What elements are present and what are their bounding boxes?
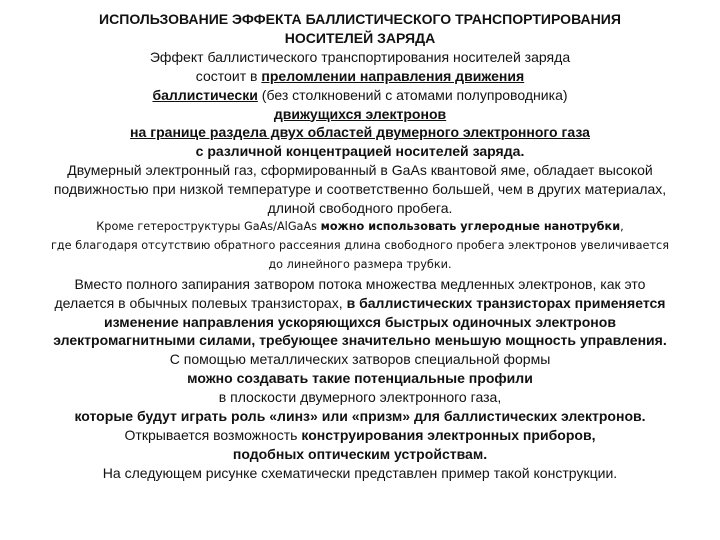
refraction-emphasis: преломлении направления движения [261, 67, 525, 84]
optics-line-3: На следующем рисунке схематически представлен пример такой конструкции. [102, 464, 618, 481]
intro-line-2-text: состоит в [195, 67, 262, 84]
intro-line-1: Эффект баллистического транспортирования носителей заряда [149, 48, 571, 65]
intro-line-3-text: (без столкновений с атомами полупроводника) [257, 86, 568, 103]
slide-title-line-2: НОСИТЕЛЕЙ ЗАРЯДА [284, 29, 436, 46]
transistor-line-4: электромагнитными силами, требующее значительно меньшую мощность управления. [53, 332, 667, 349]
optics-line-2: подобных оптическим устройствам. [232, 445, 488, 462]
transistor-line-3: изменение направления ускоряющихся быстрых одиночных электронов [104, 313, 616, 330]
slide-title-line-1: ИСПОЛЬЗОВАНИЕ ЭФФЕКТА БАЛЛИСТИЧЕСКОГО ТРАНСПОРТИРОВАНИЯ [99, 11, 621, 27]
transistor-line-2 [0, 294, 720, 313]
slide-content [0, 10, 720, 483]
gates-line-3: в плоскости двумерного электронного газа, [218, 389, 502, 406]
nanotubes-line-2: где благодаря отсутствию обратного рассеяния длина свободного пробега электронов увеличивается [50, 238, 670, 252]
intro-line-3 [0, 86, 720, 105]
optics-line-1-text: Открывается возможность [124, 426, 302, 443]
gas-line-3: длиной свободного пробега. [267, 200, 453, 217]
intro-line-4: движущихся электронов [273, 105, 447, 122]
transistor-line-1: Вместо полного запирания затвором потока множества медленных электронов, как это [74, 275, 646, 292]
nanotubes-emphasis: можно использовать углеродные нанотрубки [320, 219, 621, 233]
gates-line-2: можно создавать такие потенциальные профили [187, 370, 533, 387]
nanotubes-line-1 [0, 218, 720, 237]
gates-line-1: С помощью металлических затворов специальной формы [169, 351, 551, 368]
gas-line-1: Двумерный электронный газ, сформированный в GaAs квантовой яме, обладает высокой [67, 162, 653, 179]
transistor-line-2-text: делается в обычных полевых транзисторах, [54, 294, 347, 311]
transistor-emphasis: в баллистических транзисторах применяется [346, 294, 666, 311]
intro-line-5: на границе раздела двух областей двумерного электронного газа [130, 124, 590, 141]
nanotubes-line-3: до линейного размера трубки. [268, 257, 452, 271]
nanotubes-line-1-comma: , [620, 219, 624, 233]
optics-line-1 [0, 426, 720, 445]
nanotubes-line-1-text: Кроме гетероструктуры GaAs/AlGaAs [96, 219, 321, 233]
optics-emphasis: конструирования электронных приборов, [301, 426, 596, 443]
intro-line-2 [0, 67, 720, 86]
gates-line-4: которые будут играть роль «линз» или «призм» для баллистических электронов. [74, 408, 646, 425]
ballistic-emphasis: баллистически [152, 86, 258, 103]
gas-line-2: подвижностью при низкой температуре и соответственно большей, чем в других материалах, [53, 181, 667, 198]
intro-line-6: с различной концентрацией носителей заряда. [195, 143, 525, 160]
